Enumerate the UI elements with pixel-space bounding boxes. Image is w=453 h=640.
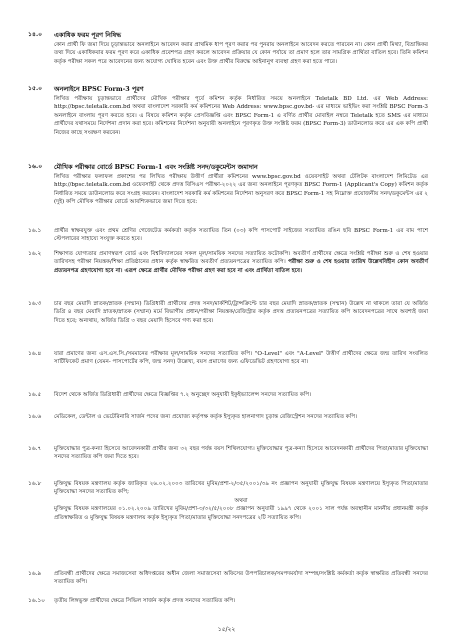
page-number: ১৫/২২ bbox=[217, 626, 236, 633]
item-number: ১৬.৪ bbox=[28, 351, 42, 357]
item-or-separator: অথবা bbox=[234, 497, 248, 504]
section-16-intro: লিখিত পরীক্ষার ফলাফল প্রকাশের পর লিখিত পরীক্ষায় উত্তীর্ণ প্রার্থীরা কমিশনের www.bpsc.gov.bd ওয়েবসাইট অথবা টেলিটক বাংলাদেশ লিমিটেড এর http://bpsc.teletalk.com.bd ওয়েবসাইট থেকে প্রদত্ত বিসিএস পরীক্ষা-২০২২ এর জন্য অনলাইনে পূরণকৃত BPSC Form-1 (Applicant's Copy) কমিশন কর্তৃক নির্ধারিত সময়ে ডাউনলোড করে সংগ্রহ করবেন। বাংলাদেশ সরকারি কর্ম কমিশনের নির্দেশনা অনুসরণ করে BPSC Form-1 সহ নিম্নোক্ত প্রয়োজনীয় সনদ/ডকুমেন্টস এর ২ (দুই) কপি মৌখিক পরীক্ষার বোর্ডে আবশ্যিকভাবে জমা দিতে হবে: bbox=[54, 174, 428, 206]
list-item bbox=[28, 350, 428, 367]
item-text: মুক্তিযোদ্ধার পুত্র-কন্যা হিসেবে আবেদনকারী প্রার্থীর জন্য ৩২ বছর পর্যন্ত বয়স শিথিলযোগ্য। মুক্তিযোদ্ধার পুত্র-কন্যা হিসেবে আবেদনকারী প্রার্থীদের পিতা/মাতার মুক্তিযোদ্ধা সনদের সত্যায়িত কপি জমা দিতে হবে। bbox=[54, 446, 428, 461]
item-number: ১৬.৬ bbox=[28, 414, 42, 420]
list-item bbox=[28, 391, 428, 399]
section-title: অনলাইনে BPSC Form-3 পূরণ bbox=[54, 85, 144, 93]
list-item bbox=[28, 570, 428, 587]
item-number: ১৬.৫ bbox=[28, 392, 42, 398]
item-number: ১৬.৮ bbox=[28, 481, 42, 487]
item-text: যারা প্রমাণের জন্য এস.এস.সি./সমমানের পরীক্ষার মূল/সাময়িক সনদের সত্যায়িত কপি। "O-Level" এবং "A-Level" উত্তীর্ণ প্রার্থীদের ক্ষেত্রে জন্ম তারিখ সংবলিত সার্টিফিকেট প্রমাণ (যেমন- পাসপোর্টের কপি, জন্ম সনদ) উল্লেখ্য, বয়স প্রমাণের জন্য এফিডেভিট গ্রহণযোগ্য হবে না। bbox=[54, 351, 428, 366]
section-15-body: লিখিত পরীক্ষায় চূড়ান্তভাবে প্রার্থীদের মৌখিক পরীক্ষার পূর্বে কমিশন কর্তৃক নির্ধারিত সময়ে অনলাইনে Teletalk BD Ltd. এর Web Address: http://bpsc.teletalk.com.bd অথবা বাংলাদেশ সরকারি কর্ম কমিশনের Web Address: www.bpsc.gov.bd- এর মাধ্যমে ভাইভিং করা সংশ্লিষ্ট BPSC Form-3 অনলাইনে বাংলায় পূরণ করতে হবে। এ বিষয়ে কমিশন কর্তৃক প্রেসবিজ্ঞপ্তি এবং BPSC Form-1 এ বর্ণিত প্রার্থীর মোবাইল নম্বরে Teletalk হতে SMS এর মাধ্যমে প্রার্থীদের যথাসময়ে নির্দেশনা প্রদান করা হবে। কমিশনের নির্দেশনা অনুযায়ী অনলাইনে পূরণকৃত উক্ত সংশ্লিষ্ট ফরম (BPSC Form-3) ডাউনলোড করে এর এক কপি প্রার্থী নিজের কাছে সংরক্ষণ করবেন। bbox=[54, 96, 428, 136]
list-item bbox=[28, 250, 428, 275]
section-14-body: কোন প্রার্থী ফি জমা দিয়ে চূড়ান্তভাবে অনলাইনে আবেদন করার প্রাথমিক ধাপ পূরণ করার পর পুনরায় অনলাইনে আবেদন করতে পারবেন না। কোন প্রার্থী মিথ্যা, বিভ্রান্তিকর তথ্য দিয়ে একাধিকবার ফরম পূরণ করে একাধিক প্রবেশপত্র গ্রহণ করলে আবেদন প্রক্রিয়ার যে কোন পর্যায়ে তা প্রমাণ হলে তার সামগ্রিক প্রার্থিতা বাতিল হবে। তিনি কমিশন কর্তৃক পরীক্ষা সকল পরে আবেদনের জন্য অযোগ্য ঘোষিত হবেন এবং উক্ত প্রার্থীর বিরুদ্ধে আইনানুগ ব্যবস্থা গ্রহণ করা হতে পারে। bbox=[54, 42, 428, 65]
item-text: শিক্ষাগত যোগ্যতার প্রমাণস্বরূপ বোর্ড এবং বিশ্ববিদ্যালয়ের সকল মূল/সাময়িক সনদের সত্যায়িত ফটোকপি। অবতীর্ণ প্রার্থীদের ক্ষেত্রে সংশ্লিষ্ট পরীক্ষা শুরু ও শেষ হওয়ার তারিখসহ পরীক্ষা নিয়ন্ত্রক/শিক্ষা প্রতিষ্ঠানের প্রধান কর্তৃক স্বাক্ষরিত অবতীর্ণ প্রত্যয়নপত্রের সত্যায়িত কপি। bbox=[54, 251, 428, 266]
section-14-heading bbox=[28, 31, 428, 39]
item-number: ১৬.৩ bbox=[28, 301, 42, 307]
section-title: একাধিক ফরম পূরণ নিষিদ্ধ bbox=[54, 31, 121, 39]
list-item bbox=[28, 227, 428, 244]
list-item bbox=[28, 445, 428, 462]
list-item bbox=[28, 480, 428, 522]
item-number: ১৬.৯ bbox=[28, 571, 42, 577]
list-item bbox=[28, 300, 428, 325]
section-number: ১৬.০ bbox=[28, 163, 43, 170]
item-text-container bbox=[54, 250, 428, 275]
item-text: বিদেশ থেকে অর্জিত ডিগ্রিধারী প্রার্থীদের ক্ষেত্রে বিজ্ঞপ্তির ৭.২ অনুচ্ছেদ অনুযায়ী ইকুইভ্যালেন্স সনদের সত্যায়িত কপি। bbox=[54, 392, 312, 398]
item-text: তৃতীয় লিঙ্গভুক্ত প্রার্থীদের ক্ষেত্রে সিভিল সার্জন কর্তৃক প্রদত্ত সনদের সত্যায়িত কপি। bbox=[54, 598, 236, 604]
section-number: ১৫.০ bbox=[28, 85, 43, 92]
item-extra-text: মুক্তিযুদ্ধ বিষয়ক মন্ত্রণালয়ের ০১.০২.২০০৯ তারিখের মুবিম/প্রশা-৩/৩২/৫/২০০৮ প্রজ্ঞাপন অনুযায়ী ১৯৯৭ থেকে ২০০১ সাল পর্যন্ত অবস্থানীন মাননীয় প্রধানমন্ত্রী কর্তৃক প্রতিস্বাক্ষরিত ও মুক্তিযুদ্ধ বিষয়ক মন্ত্রণালয় কর্তৃক ইস্যুকৃত পিতা/মাতার মুক্তিযোদ্ধা সনদপত্রের ২টি সত্যায়িত কপি। bbox=[54, 506, 428, 521]
section-number: ১৪.০ bbox=[28, 31, 43, 38]
item-text: চার বছর মেয়াদি স্নাতক/স্নাতক (সম্মান) ডিগ্রিধারী প্রার্থীদের প্রদত্ত সনদ/মার্কশিট/ট্রান্সক্রিপ্টে চার বছর মেয়াদি স্নাতক/স্নাতক (সম্মান) উল্লেখ না থাকলে তারা যে অর্জিত ডিগ্রি ৪ বছর মেয়াদি স্নাতক/স্নাতক (সম্মান) মর্মে বিভাগীয় প্রধান/পরীক্ষা নিয়ন্ত্রক/রেজিস্ট্রার কর্তৃক প্রদত্ত প্রত্যয়নপত্রের সত্যায়িত কপি আবেদনপত্রের সাথে অবশ্যই জমা দিতে হবে; অন্যথায়, অর্জিত ডিগ্রি ৩ বছর মেয়াদি হিসেবে গণ্য করা হবে। bbox=[54, 301, 428, 324]
list-item bbox=[28, 413, 428, 421]
item-number: ১৬.২ bbox=[28, 251, 42, 257]
item-number: ১৬.১ bbox=[28, 228, 42, 234]
section-15-heading bbox=[28, 85, 428, 93]
item-text: প্রতিবন্ধী প্রার্থীদের ক্ষেত্রে সমাজসেবা অধিদপ্তরের অধীন জেলা সমাজসেবা অফিসের উপপরিচালক/সমপদমর্যাদা সম্পন্ন/সংশ্লিষ্ট কর্মকর্তা কর্তৃক স্বাক্ষরিত প্রতিবন্ধী সনদের সত্যায়িত কপি। bbox=[54, 571, 428, 586]
item-text-container bbox=[54, 480, 428, 522]
item-text: মুক্তিযুদ্ধ বিষয়ক মন্ত্রণালয় কর্তৃক জারিকৃত ২৬.০২.২০০৩ তারিখের মুবিম/প্রশা-২/৩৫/২০০১/৩৯ নং প্রজ্ঞাপন অনুযায়ী মুক্তিযুদ্ধ বিষয়ক মন্ত্রণালয়ে ইস্যুকৃত পিতা/মাতার মুক্তিযোদ্ধা সনদের সত্যায়িত কপি; bbox=[54, 481, 428, 496]
list-item bbox=[28, 597, 428, 605]
item-bold-warning: পরীক্ষা শুরু ও শেষ হওয়ার তারিখ উল্লেখবিহীন কোন অবতীর্ণ প্রত্যয়নপত্র গ্রহণযোগ্য হবে না। এরূপ ক্ষেত্রে প্রার্থীর মৌখিক পরীক্ষা গ্রহণ করা হবে না এবং প্রার্থিতা বাতিল হবে। bbox=[54, 259, 428, 274]
section-16-heading bbox=[28, 163, 428, 171]
item-number: ১৬.৭ bbox=[28, 446, 42, 452]
item-number: ১৬.১০ bbox=[28, 598, 45, 604]
item-text: মেডিকেল, ডেন্টাল ও ভেটেরিনারি সার্জন পদের জন্য প্রযোজ্য কর্তৃপক্ষ কর্তৃক ইস্যুকৃত হালনাগাদ চূড়ান্ত রেজিস্ট্রেশন সনদের সত্যায়িত কপি। bbox=[54, 414, 358, 420]
item-text: প্রার্থীর স্বাক্ষরযুক্ত এবং প্রথম শ্রেণির গেজেটেড কর্মকর্তা কর্তৃক সত্যায়িত তিন (০৩) কপি পাসপোর্ট সাইজের সত্যায়িত রঙিন ছবি BPSC Form-1 এর বাম পাশে স্টেপলারের সাহায্যে সংযুক্ত করতে হবে। bbox=[54, 228, 428, 243]
section-title: মৌখিক পরীক্ষার বোর্ডে BPSC Form-1 এবং সংশ্লিষ্ট সনদ/ডকুমেন্টস জমাদান bbox=[54, 163, 258, 171]
